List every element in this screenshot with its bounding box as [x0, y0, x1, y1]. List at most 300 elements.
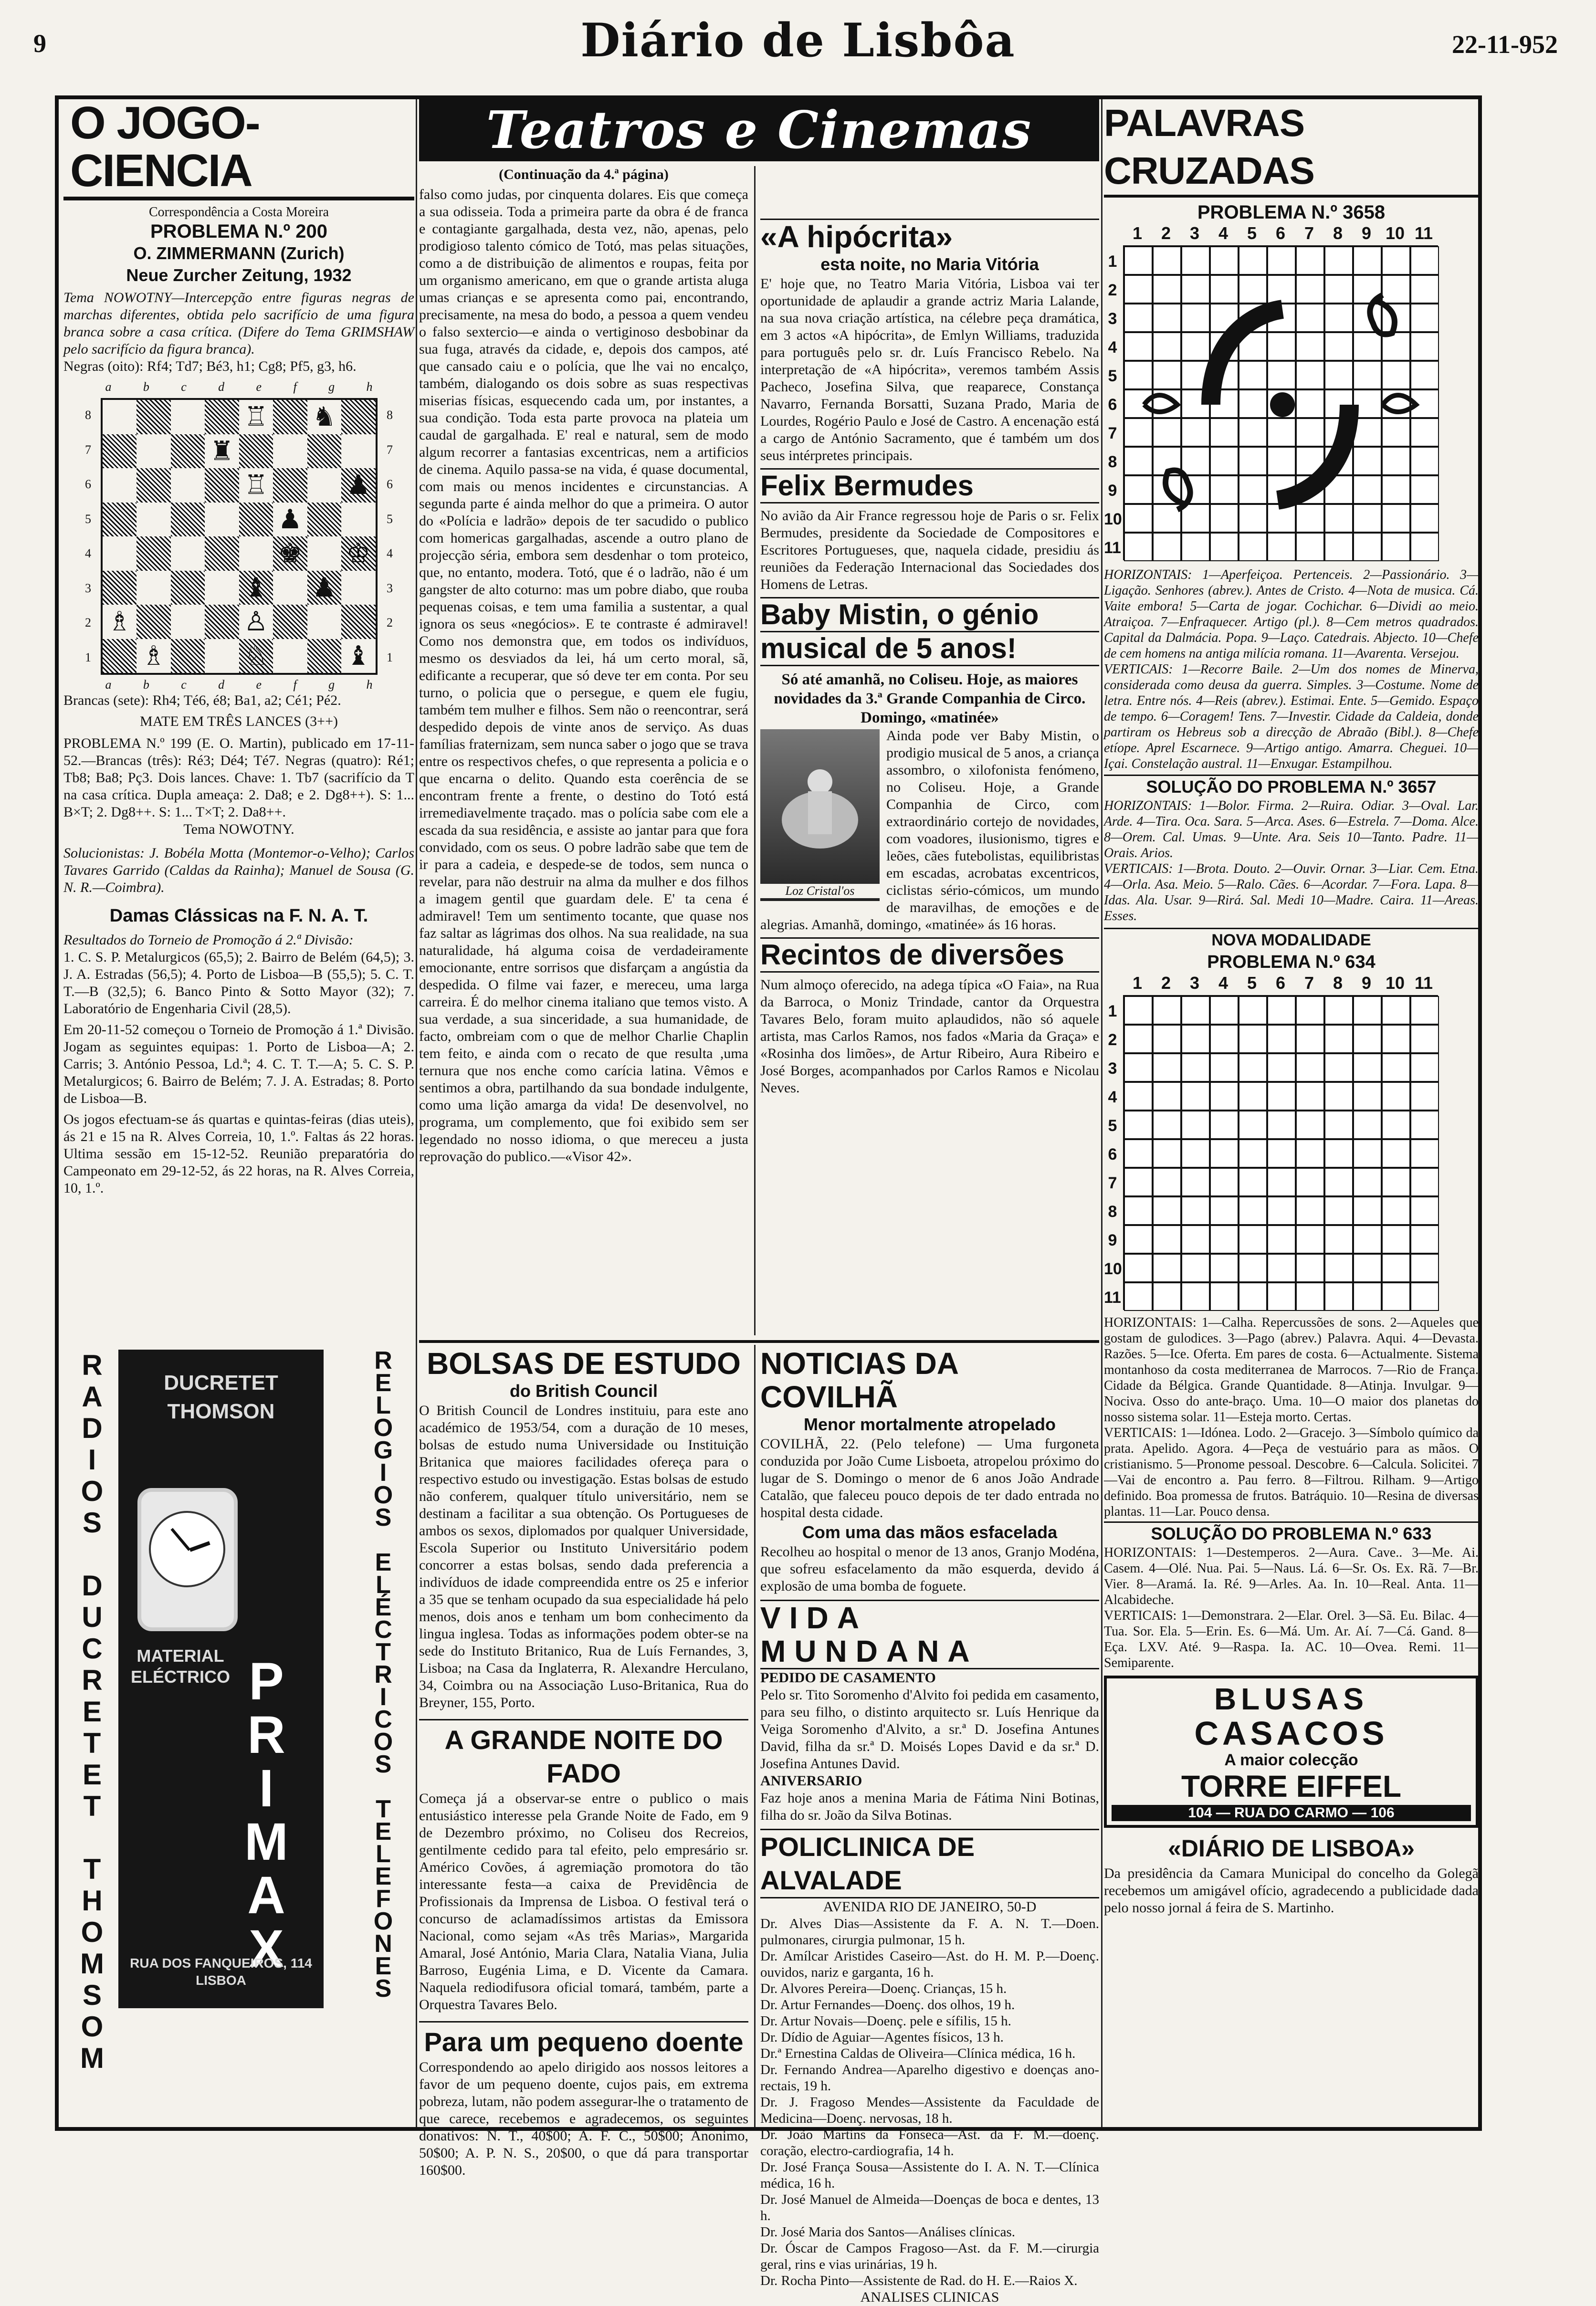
advert-letter: T	[83, 1853, 101, 1885]
board-square	[103, 536, 137, 571]
crossword-cell	[1210, 996, 1239, 1025]
crossword-cell	[1324, 1111, 1353, 1139]
advert-letter: L	[376, 1571, 391, 1599]
board-square	[273, 639, 307, 673]
crossword-cell	[1124, 1196, 1153, 1225]
chess-previous-theme: Tema NOWOTNY.	[183, 821, 294, 837]
covilha-subhead-2: Com uma das mãos esfacelada	[802, 1522, 1058, 1542]
crossword-cell	[1296, 1139, 1324, 1168]
chess-white-pieces: Brancas (sete): Rh4; Té6, é8; Ba1, a2; Cé1; Pé2.	[63, 692, 341, 708]
advert-letter: M	[80, 1948, 104, 1980]
board-square	[205, 639, 239, 673]
grid-column-number: 1	[1132, 973, 1143, 993]
advert-letter: O	[81, 2011, 104, 2043]
board-square	[307, 503, 342, 537]
lower-right	[760, 1346, 1099, 2305]
crossword-cell	[1239, 1111, 1267, 1139]
advert-brand: DUCRETET THOMSON	[164, 1371, 278, 1423]
board-ranks-right	[383, 398, 397, 675]
board-square	[205, 536, 239, 571]
damas-intro: Resultados do Torneio de Promoção á 2.ª Divisão:	[63, 932, 354, 948]
crossword-horizontal-clues: HORIZONTAIS: 1—Aperfeiçoa. Pertenceis. 2—Passionário. 3—Ligação. Senhores (abrev.). Antes de Cristo. 4—Nota de musica. Cá. Vaite embora! 5—Carta de jogar. Cochichar. 6—Dividi ao meio. Atraiçoa. 7—Enfraquecer. Artigo (pl.). 8—Cem metros quadrados. Capital da Dalmácia. Popa. 9—Laço. Catedrais. Abjecto. 10—Chefe de cem homens na antiga milícia romana. 11—Avarenta. Versejou.	[1104, 567, 1479, 661]
chess-solvers: Solucionistas: J. Bobéla Motta (Montemor-o-Velho); Carlos Tavares Garrido (Caldas da Rainha); Manuel de Sousa (G. N. R.—Coimbra).	[63, 845, 414, 895]
crossword-decoration	[1125, 247, 1436, 558]
crossword-cell	[1239, 1254, 1267, 1282]
crossword-column	[1104, 99, 1479, 2127]
doctor-entry: Dr. José França Sousa—Assistente do I. A. N. T.—Clínica médica, 16 h.	[760, 2159, 1099, 2191]
board-square	[171, 468, 205, 503]
crossword-cell	[1382, 1282, 1410, 1311]
crossword-cell	[1353, 1082, 1382, 1111]
advert-letter: I	[379, 1683, 387, 1711]
crossword-cell	[1153, 1168, 1181, 1196]
advert-letter: I	[379, 1459, 387, 1487]
bolsas-subhead: do British Council	[510, 1381, 658, 1401]
file-label: c	[181, 678, 187, 692]
grid-column-number: 3	[1189, 973, 1200, 993]
clock-hand	[170, 1528, 190, 1551]
chess-piece-icon: ♚	[278, 538, 302, 569]
grid-column-number: 7	[1304, 223, 1314, 243]
damas-round: Em 20-11-52 começou o Torneio de Promoção á 1.ª Divisão. Jogam as seguintes equipas: 1. Porto de Lisboa—A; 2. Carris; 3. António Pessoa, Ld.ª; 4. C. T. T.—A; 5. C. S. P. Metalurgicos; 6. Bairro de Belém; 7. J. A. Estradas; 8. Porto de Lisboa—B.	[63, 1022, 414, 1106]
grid-row-number: 6	[1108, 1145, 1117, 1163]
chess-correspondence: Correspondência a Costa Moreira	[148, 205, 329, 220]
advert-primax-letter: X	[249, 1919, 284, 1978]
crossword-cell	[1124, 1139, 1153, 1168]
crossword-cell	[1153, 1254, 1181, 1282]
crossword-cell	[1153, 1282, 1181, 1311]
crossword2-column-numbers	[1123, 973, 1479, 993]
board-square	[171, 434, 205, 469]
crossword-cell	[1239, 1025, 1267, 1053]
board-square	[341, 605, 376, 639]
advert-letter: I	[88, 1444, 96, 1476]
crossword-cell	[1324, 1254, 1353, 1282]
file-label: g	[328, 678, 335, 692]
crossword-vertical-clues: VERTICAIS: 1—Recorre Baile. 2—Um dos nomes de Minerva, considerada como deusa da guerra. Simples. 3—Costume. Nome de letra. Entre nós. 4—Reis (abrev.). Estimai. Ente. 5—Gemido. Espaço de tempo. 6—Coragem! Tens. 7—Investir. Cidade da Caldeia, donde partiram os Hebreus sob a direcção de Abraão (Bibl.). 8—Chefe etíope. Aprel Escarnece. 9—Artigo antigo. Amarra. Cheguei. 10—Içai. Constelação austral. 11—Enxugar. Estampilhou.	[1104, 662, 1479, 771]
file-label: a	[105, 678, 112, 692]
grid-row-number: 9	[1108, 482, 1117, 500]
board-square	[136, 468, 171, 503]
crossword-solution-horizontal: HORIZONTAIS: 1—Bolor. Firma. 2—Ruira. Odiar. 3—Oval. Lar. Arde. 4—Tira. Oca. Sara. 5—Arca. Ases. 6—Estrela. 7—Doma. Alce. 8—Orem. Cal. Umas. 9—Unte. Ara. Seis 10—Tanto. Padre. 11—Orais. Arios.	[1104, 798, 1479, 860]
advert-letter: L	[376, 1392, 391, 1419]
hipocrita-article: E' hoje que, no Teatro Maria Vitória, Lisboa vai ter oportunidade de aplaudir a grande actriz Maria Lalande, na sua nova criação artística, na célebre peça dramática, em 3 actos «A hipócrita», de Emlyn Williams, traduzida para português pelo sr. dr. Luís Francisco Rebelo. Na interpretação de «A hipócrita», veremos também Assis Pacheco, Josefina Silva, que reaparece, Constança Navarro, Fernanda Borsatti, Suzana Prado, Maria de Lourdes, Rogério Paulo e José de Castro. A encenação está a cargo de António Sacramento, que é também um dos seus intérpretes principais.	[760, 276, 1099, 463]
chess-piece-icon: ♖	[244, 470, 268, 501]
chess-diagram	[82, 398, 397, 675]
grid-column-number: 6	[1275, 973, 1286, 993]
chess-piece-icon: ♘	[244, 640, 268, 671]
advert-letter: U	[82, 1601, 103, 1633]
crossword-cell	[1267, 996, 1296, 1025]
advert-letter: O	[373, 1908, 393, 1935]
covilha-article-1: COVILHÃ, 22. (Pelo telefone) — Uma furgoneta conduzida por João Cume Lisboeta, atropelou próximo do lugar de S. Domingo o menor de 6 anos João Andrade Catalão, que faleceu pouco depois de ter dado entrada no hospital desta cidade.	[760, 1436, 1099, 1520]
crossword-cell	[1324, 1168, 1353, 1196]
crossword-cell	[1124, 1053, 1153, 1082]
advert-blusas: BLUSAS	[1214, 1682, 1369, 1716]
crossword-cell	[1181, 996, 1210, 1025]
chess-piece-icon: ♞	[312, 401, 336, 432]
nova-modalidade-title: NOVA MODALIDADE	[1104, 928, 1479, 951]
crossword-cell	[1410, 1282, 1439, 1311]
mistin-headline-1: Baby Mistin, o génio	[760, 597, 1099, 632]
crossword-cell	[1153, 1025, 1181, 1053]
advert-letter: D	[82, 1570, 103, 1602]
advert-torre-eiffel: TORRE EIFFEL	[1181, 1769, 1402, 1803]
crossword-cell	[1239, 1053, 1267, 1082]
chess-previous-solution: PROBLEMA N.º 199 (E. O. Martin), publicado em 17-11-52.—Brancas (três): Ré3; Dé4; Té7. Negras (quatro): Ré1; Tb8; Ba8; Pç3. Dois lances. Chave: 1. Tb7 (sacrifício da T na casa crítica. Dupla ameaça: 2. Da8; e 2. Dg8++). S: 1... B×T; 2. Dg8++. S: 1... T×T; 2. Da8++.	[63, 735, 414, 820]
issue-date: 22-11-952	[1452, 30, 1558, 59]
board-square	[239, 503, 273, 537]
doctor-entry: Dr. João Martins da Fonseca—Ast. da F. M.—doenç. coração, electro-cardiografia, 14 h.	[760, 2127, 1099, 2159]
advert-letter: E	[375, 1549, 392, 1576]
crossword-solution-vertical: VERTICAIS: 1—Brota. Douto. 2—Ouvir. Ornar. 3—Liar. Cem. Etna. 4—Orla. Asa. Meio. 5—Ralo. Cães. 6—Acordar. 7—Fora. Lapa. 8—Idas. Ala. Usar. 9—Rirá. Sal. Medi 10—Madre. Caira. 11—Areas. Esses.	[1104, 861, 1479, 923]
doctor-entry: Dr. J. Fragoso Mendes—Assistente da Faculdade de Medicina—Doenç. nervosas, 18 h.	[760, 2095, 1099, 2126]
doctor-entry: Dr. Amílcar Aristides Caseiro—Ast. do H. M. P.—Doenç. ouvidos, nariz e garganta, 16 h.	[760, 1949, 1099, 1980]
grid-row-number: 6	[1108, 396, 1117, 414]
mistin-headline-2: musical de 5 anos!	[760, 632, 1099, 666]
advert-letter: C	[374, 1616, 392, 1644]
doctor-entry: Dr. Artur Fernandes—Doenç. dos olhos, 19 h.	[760, 1997, 1015, 2013]
crossword-cell	[1239, 1225, 1267, 1254]
crossword-cell	[1239, 1082, 1267, 1111]
advert-letter: R	[82, 1349, 103, 1381]
grid-column-number: 5	[1247, 973, 1257, 993]
vida-article-1: Pelo sr. Tito Soromenho d'Alvito foi pedida em casamento, para seu filho, o distinto arquitecto sr. Luís Henrique da Veiga Soromenho d'Alvito, a sr.ª D. Josefina Antunes David, filha da sr.ª D. Moisés Lopes David e da sr.ª D. Josefina Antunes David.	[760, 1687, 1099, 1771]
rank-label: 3	[85, 581, 91, 595]
crossword-cell	[1239, 1282, 1267, 1311]
advert-letter: E	[375, 1818, 392, 1845]
vida-subhead-1: PEDIDO DE CASAMENTO	[760, 1670, 936, 1686]
nova-problem-number: PROBLEMA N.º 634	[1207, 952, 1376, 972]
advert-letter: F	[376, 1885, 391, 1913]
board-square	[239, 536, 273, 571]
crossword-cell	[1353, 996, 1382, 1025]
doctor-entry: Dr. José Manuel de Almeida—Doenças de boca e dentes, 13 h.	[760, 2192, 1099, 2223]
crossword2-grid	[1123, 995, 1438, 1310]
crossword-cell	[1181, 1025, 1210, 1053]
crossword-cell	[1181, 1082, 1210, 1111]
advert-letter: C	[82, 1633, 103, 1665]
file-label: e	[256, 678, 262, 692]
crossword-cell	[1353, 1025, 1382, 1053]
board-square	[307, 434, 342, 469]
advert-colleccao: A maior colecção	[1224, 1751, 1358, 1769]
file-label: e	[256, 380, 262, 394]
board-square	[136, 434, 171, 469]
board-square	[171, 536, 205, 571]
vida-article-2: Faz hoje anos a menina Maria de Fátima Nini Botinas, filha do sr. João da Silva Botinas.	[760, 1790, 1099, 1823]
crossword-cell	[1382, 1139, 1410, 1168]
board-square	[205, 468, 239, 503]
crossword-cell	[1296, 1282, 1324, 1311]
crossword-solution-title: SOLUÇÃO DO PROBLEMA N.º 3657	[1104, 775, 1479, 798]
advert-material: MATERIAL ELÉCTRICO	[130, 1646, 230, 1687]
grid-row-number: 4	[1108, 1088, 1117, 1106]
crossword-cell	[1382, 1196, 1410, 1225]
file-label: f	[293, 678, 297, 692]
column-rule	[416, 99, 417, 2127]
advert-letter: L	[376, 1840, 391, 1868]
crossword-cell	[1181, 1111, 1210, 1139]
grid-row-number: 11	[1104, 1289, 1121, 1307]
grid-column-number: 8	[1333, 223, 1343, 243]
newspaper-title: Diário de Lisbôa	[580, 13, 1016, 67]
crossword-cell	[1210, 1225, 1239, 1254]
board-square	[136, 536, 171, 571]
vida-headline: VIDA MUNDANA	[760, 1600, 1099, 1669]
crossword-cell	[1353, 1225, 1382, 1254]
grid-row-number: 3	[1108, 310, 1117, 328]
crossword-cell	[1410, 1025, 1439, 1053]
rank-label: 2	[85, 616, 91, 630]
board-square	[103, 400, 137, 434]
grid-row-number: 11	[1104, 539, 1121, 557]
advert-letter	[364, 1776, 402, 1798]
advert-letter: R	[374, 1661, 392, 1688]
doctor-entry: Dr.ª Ernestina Caldas de Oliveira—Clínica médica, 16 h.	[760, 2046, 1076, 2061]
rank-label: 6	[387, 477, 393, 492]
chess-piece-icon: ♟	[278, 503, 302, 535]
advert-left-letters	[73, 1349, 111, 2074]
solution-633-title: SOLUÇÃO DO PROBLEMA N.º 633	[1104, 1521, 1479, 1545]
advert-primax-letter: P	[249, 1652, 284, 1711]
page-frame	[55, 95, 1482, 2305]
rank-label: 8	[387, 408, 393, 422]
chess-title: O JOGO-CIENCIA	[63, 99, 414, 200]
crossword-cell	[1239, 1168, 1267, 1196]
board-square	[171, 639, 205, 673]
board-square	[341, 503, 376, 537]
crossword-cell	[1124, 1225, 1153, 1254]
grid-column-number: 9	[1361, 223, 1372, 243]
grid-column-number: 2	[1161, 223, 1171, 243]
crossword-cell	[1153, 1111, 1181, 1139]
advert-letter: T	[83, 1790, 101, 1822]
crossword-cell	[1181, 1139, 1210, 1168]
masthead	[0, 0, 1596, 91]
felix-article: No avião da Air France regressou hoje de Paris o sr. Felix Bermudes, presidente da Sociedade de Compositores e Escritores Portugueses, que, naquela cidade, presidiu ás reuniões da Federação Internacional das Sociedades dos Homens de Letras.	[760, 508, 1099, 592]
subcolumn-rule	[754, 1345, 756, 2127]
fado-article: Começa já a observar-se entre o publico o mais entusiástico interesse pela Grande Noite de Fado, em 9 de Dezembro próximo, no Coliseu dos Recreios, gentilmente cedido para tal efeito, pelo empresário sr. Américo Covões, á agremiação promotora do tão interessante festa—a caixa de Previdência de Profissionais da Imprensa de Lisboa. O festival terá o concurso de aclamadíssimos artistas da Emissora Nacional, como sejam «As três Marias», Margarida Amaral, José António, Maria Clara, Natalia Viana, Julia Barroso, Eugénia Lima, e D. Vicente da Camara. Naquela rediodifusora oficial tomará, também, parte a Orquestra Tavares Belo.	[419, 1791, 748, 2013]
board-square	[307, 468, 342, 503]
board-square	[136, 571, 171, 605]
chess-piece-icon: ♗	[107, 606, 132, 637]
grid-row-number: 7	[1108, 424, 1117, 442]
crossword-cell	[1353, 1139, 1382, 1168]
crossword-cell	[1382, 1254, 1410, 1282]
policlinica-address: AVENIDA RIO DE JANEIRO, 50-D	[823, 1899, 1037, 1915]
subcolumn-rule	[754, 166, 756, 1335]
advert-primax-letter: M	[244, 1813, 288, 1871]
advert-letter: R	[82, 1664, 103, 1696]
chess-piece-icon: ♝	[346, 640, 370, 671]
rank-label: 5	[387, 512, 393, 526]
board-square	[273, 605, 307, 639]
mistin-subhead: Só até amanhã, no Coliseu. Hoje, as maiores novidades da 3.ª Grande Companhia de Circo. Domingo, «matinée»	[774, 671, 1086, 726]
crossword2-row-numbers	[1104, 997, 1121, 1312]
damas-schedule: Os jogos efectuam-se ás quartas e quintas-feiras (dias uteis), ás 21 e 15 na R. Alves Correia, 10, 1.º. Faltas ás 22 horas. Ultima sessão em 15-12-52. Reunião preparatória do Campeonato em 29-12-52, ás 22 horas, na R. Alves Correia, 10, 1.º.	[63, 1111, 414, 1196]
lower-left	[419, 1346, 748, 2178]
grid-row-number: 1	[1108, 1002, 1117, 1020]
crossword-cell	[1296, 996, 1324, 1025]
rank-label: 4	[85, 546, 91, 561]
crossword-cell	[1210, 1139, 1239, 1168]
crossword-cell	[1181, 1196, 1210, 1225]
crossword-cell	[1267, 1254, 1296, 1282]
crossword-cell	[1239, 996, 1267, 1025]
doctor-entry: Dr. Dídio de Aguiar—Agentes físicos, 13 h.	[760, 2030, 1004, 2045]
advert-letter: S	[82, 1507, 102, 1539]
advert-letter	[73, 1539, 111, 1570]
crossword-cell	[1267, 1196, 1296, 1225]
crossword-cell	[1181, 1168, 1210, 1196]
rank-label: 8	[85, 408, 91, 422]
grid-column-number: 11	[1414, 223, 1433, 243]
doctor-entry: Dr. Rocha Pinto—Assistente de Rad. do H. E.—Raios X.	[760, 2273, 1078, 2288]
rank-label: 5	[85, 512, 91, 526]
crossword-cell	[1410, 1254, 1439, 1282]
board-square	[103, 571, 137, 605]
chess-piece-icon: ♖	[244, 401, 268, 432]
board-square	[273, 571, 307, 605]
chess-piece-icon: ♟	[346, 470, 370, 501]
advert-letter: O	[81, 1916, 104, 1948]
grid-column-number: 10	[1385, 973, 1405, 993]
covilha-subhead-1: Menor mortalmente atropelado	[803, 1415, 1056, 1434]
crossword-cell	[1353, 1111, 1382, 1139]
bolsas-article: O British Council de Londres instituiu, para este ano académico de 1953/54, com a duração de 10 meses, bolsas de estudo numa Universidade ou Instituição Britanica que maiores facilidades ofereça para o respectivo estudo ou investigação. Estas bolsas de estudo não conferem, qualquer título universitário, nem se destinam a facilitar a sua obtenção. Os Portugueses de ambos os sexos, diplomados por qualquer Universidade, Escola Superior ou Instituto Universitário podem concorrer a estas bolsas, sendo dada preferencia a indivíduos de idade compreendida entre os 25 e inferior a 35 que se tenham ocupado da sua especialidade há pelo menos, dois anos e tenham um bom conhecimento da lingua inglesa. Todas as informações podem obter-se na sede do Instituto Britanico, Rua de Luís Fernandes, 3, Lisboa; na Casa da Inglaterra, R. Alexandre Herculano, 34, Coimbra ou na Associação Luso-Britanica, Rua do Breyner, 155, Porto.	[419, 1403, 748, 1710]
file-label: d	[218, 380, 225, 394]
policlinica-footer: ANALISES CLINICAS	[860, 2289, 999, 2305]
photo-caption: Loz Cristal'os	[760, 884, 880, 898]
crossword-cell	[1296, 1196, 1324, 1225]
totó-film-review: falso como judas, por cinquenta dolares. Eis que começa a sua odisseia. Toda a primeira parte da obra é de franca e contagiante gargalhada, desta vez, não, apenas, pelo prodigioso talento cómico de Totó, mas pelas situações, como a de distribuição de alimentos e roupas, feita por um organismo americano, em que o grande artista aluga umas crianças e se apresenta como pai, encontrando, precisamente, na mesa do bodo, a pessoa a quem vendeu o falso sextercio—e ainda o vertiginoso desbobinar da sua fuga, através da cidade, e, depois dos campos, até que cansado caiu e o polícia, que lhe vai no encalço, também, dialogando os dois sobre as suas respectivas miserias físicas, esquecendo cada um, por instantes, a sua condição. Toda esta parte provoca na plateia um caudal de gargalhada. E' real e natural, sem de modo algum recorrer a fantasias excentricas, nem a artificios de cinema. Aquilo passa-se na vida, é quase documental, com mais ou menos incidentes e circunstancias. A segunda parte é ainda melhor do que a primeira. O autor do «Polícia e ladrão» depois de ter sacudido o publico com homericas gargalhadas, ascende a outro plano de projecção séria, embora sem desdenhar o tom proteico, que, no entanto, modera. Totó, que é o ladrão, não é um gangster de alto coturno: mas um pobre diabo, que rouba pequenas coisas, e tem uma familia a sustentar, a qual ignora os seus «negócios». E te contraste é admiravel! Como nos demonstra que, em todos os indivíduos, mesmo os desviados da lei, há um certo moral, sã, edificante a recuperar, que só deve ter em conta. Por seu turno, o policia que o persegue, e quem ele fugiu, também tem mulher e filhos. Sem não o reencontrar, será despedido depois de vinte anos de serviço. As duas famílias fraternizam, sem nunca saber o jogo que se trava entre os respectivos chefes, o que representa a policia e o que encarna o delito. Quando esta coerência de se encontram frente a frente, o destino do Totó está irremediavelmente traçado. mas o polícia sabe com ele a escada da sua residência, e assiste ao jantar para que fora convidado, com os seus. O pobre ladrão sabe que tem de ir para a cadeia, e despede-se de todos, sem nunca o revelar, para não destruir na alma da mulher e dos filhos a imagem gentil que guardam dele. E' ta cena é admiravel! Tem um sentimento tocante, que quase nos faz saltar as lágrimas dos olhos. Na sua realidade, na sua naturalidade, há alguma coisa de verdadeiramente emocionante, entre sorrisos que disfarçam a angústia da despedida. O filme vai fazer, e mereceu, uma larga carreira. É do melhor cinema italiano que temos visto. A sua verdade, a sua sinceridade, a sua humanidade, de facto, ombreiam com o que de melhor Charlie Chaplin tem feito, e ainda com o recato de que resulta ,uma ternura que nos enche como carícia latina. Vêmos e sentimos a obra, partilhando da sua bondade indulgente, como uma lição amarga da vida! De desenvolvel, no programa, um complemento, que foi exibido sem ser legendado no nosso idioma, o que mereceu a justa reprovação do publico.—«Visor 42».	[419, 187, 748, 1164]
board-square	[103, 468, 137, 503]
board-files-top	[105, 380, 373, 394]
doente-headline: Para um pequeno doente	[419, 2021, 748, 2059]
section-rule	[419, 1340, 1099, 1343]
chess-piece-icon: ♙	[244, 606, 268, 637]
hipocrita-headline: «A hipócrita»	[760, 219, 1099, 253]
damas-title: Damas Clássicas na F. N. A. T.	[109, 906, 368, 926]
crossword-cell	[1239, 1196, 1267, 1225]
grid-column-number: 4	[1218, 223, 1228, 243]
chess-piece-icon: ♔	[346, 538, 370, 569]
board-square	[273, 400, 307, 434]
crossword-cell	[1296, 1025, 1324, 1053]
crossword-cell	[1267, 1225, 1296, 1254]
advert-primax-letter: R	[247, 1706, 285, 1764]
advert-letter: R	[374, 1347, 392, 1374]
crossword-cell	[1210, 1111, 1239, 1139]
teatros-banner: Teatros e Cinemas	[419, 99, 1099, 161]
board-square	[307, 605, 342, 639]
chess-theme: Tema NOWOTNY—Intercepção entre figuras negras de marchas diferentes, obtida pelo sacrifício de uma figura branca sobre a casa crítica. (Difere do Tema GRIMSHAW pelo sacrifício da figura branca).	[63, 290, 414, 357]
crossword-cell	[1239, 1139, 1267, 1168]
grid-column-number: 1	[1132, 223, 1143, 243]
crossword-cell	[1124, 1254, 1153, 1282]
grid-column-number: 3	[1189, 223, 1200, 243]
crossword-cell	[1267, 1025, 1296, 1053]
crossword-cell	[1124, 1282, 1153, 1311]
board-square	[341, 434, 376, 469]
crossword-cell	[1153, 996, 1181, 1025]
crossword-cell	[1124, 996, 1153, 1025]
rank-label: 1	[387, 650, 393, 664]
advert-letter: D	[82, 1412, 103, 1444]
crossword-row-numbers	[1104, 247, 1121, 562]
crossword-cell	[1153, 1225, 1181, 1254]
advert-letter: O	[373, 1414, 393, 1442]
radios-ducretet-advert	[73, 1347, 412, 2074]
advert-primax	[238, 1652, 295, 1978]
crossword-cell	[1267, 1111, 1296, 1139]
advert-letter: N	[374, 1930, 392, 1958]
grid-column-number: 5	[1247, 223, 1257, 243]
rank-label: 7	[387, 442, 393, 457]
crossword-cell	[1410, 1225, 1439, 1254]
crossword-cell	[1181, 1053, 1210, 1082]
grid-column-number: 8	[1333, 973, 1343, 993]
crossword-cell	[1382, 996, 1410, 1025]
grid-row-number: 4	[1108, 338, 1117, 356]
board-square	[171, 571, 205, 605]
crossword-cell	[1210, 1282, 1239, 1311]
crossword-cell	[1382, 1225, 1410, 1254]
crossword-cell	[1324, 1025, 1353, 1053]
board-square	[171, 503, 205, 537]
grid-row-number: 1	[1108, 252, 1117, 271]
chess-piece-icon: ♗	[141, 640, 166, 671]
board-square	[307, 639, 342, 673]
nova-horizontal-clues: HORIZONTAIS: 1—Calha. Repercussões de sons. 2—Aqueles que gostam de gulodices. 3—Pago (abrev.) Palavra. Aqui. 4—Devasta. Razões. 5—Ice. Oferta. Em pares de costa. 6—Actualmente. Sistema montanhoso da costa mediterranea de Marrocos. 7—Rio de França. Cidade da Bélgica. Grande Quantidade. 8—Atinja. Invulgar. 9—Nociva. Osso do ante-braço. Uma. 10—O maior dos planetas do nosso sistema solar. 11—Esteja morto. Certas.	[1104, 1315, 1479, 1425]
doctor-entry: Dr. José Maria dos Santos—Análises clínicas.	[760, 2224, 1016, 2240]
doctor-entry: Dr. Artur Novais—Doenç. pele e sífilis, 15 h.	[760, 2013, 1011, 2029]
board-square	[341, 400, 376, 434]
grid-column-number: 11	[1414, 973, 1433, 993]
chessboard	[101, 398, 378, 675]
crossword-cell	[1267, 1082, 1296, 1111]
crossword-cell	[1153, 1196, 1181, 1225]
solution-633-vertical: VERTICAIS: 1—Demonstrara. 2—Elar. Orel. 3—Sã. Eu. Bilac. 4—Tua. Sor. Ela. 5—Erin. Es. 6—Má. Um. Ar. Aí. 7—Cá. Gand. 8—Eça. LXV. Até. 9—Raspa. Ia. AC. 10—Ovea. Remi. 11—Semiparente.	[1104, 1608, 1479, 1670]
board-ranks-left	[82, 398, 95, 675]
covilha-article-2: Recolheu ao hospital o menor de 13 anos, Granjo Modéna, que sofreu esfacelamento da mão esquerda, devido á explosão de uma bomba de foguete.	[760, 1544, 1099, 1594]
rank-label: 7	[85, 442, 91, 457]
crossword-cell	[1210, 1082, 1239, 1111]
crossword-cell	[1353, 1254, 1382, 1282]
crossword-cell	[1210, 1168, 1239, 1196]
board-square	[136, 503, 171, 537]
page-number: 9	[33, 29, 46, 58]
crossword-cell	[1410, 1111, 1439, 1139]
advert-casacos: CASACOS	[1194, 1715, 1388, 1752]
crossword-cell	[1181, 1225, 1210, 1254]
bolsas-headline: BOLSAS DE ESTUDO	[427, 1346, 741, 1381]
grid-row-number: 8	[1108, 453, 1117, 471]
doente-article: Correspondendo ao apelo dirigido aos nossos leitores a favor de um pequeno doente, cujos pais, em extrema pobreza, lutam, não podem assegurar-lhe o tratamento de que carece, recebemos e agradecemos, os seguintes donativos: N. T., 40$00; A. F. C., 50$00; Anonimo, 50$00; A. P. N. S., 20$00, o que dá para transportar 160$00.	[419, 2059, 748, 2178]
doctor-entry: Dr. Alvores Pereira—Doenç. Crianças, 15 h.	[760, 1981, 1007, 1996]
advert-primax-letter: I	[259, 1759, 274, 1818]
doctor-entry: Dr. Alves Dias—Assistente da F. A. N. T.—Doen. pulmonares, cirurgia pulmonar, 15 h.	[760, 1916, 1099, 1948]
chess-mate-in-three: MATE EM TRÊS LANCES (3++)	[140, 713, 338, 729]
chess-author: O. ZIMMERMANN (Zurich)	[133, 243, 345, 263]
crossword-cell	[1410, 1082, 1439, 1111]
advert-letter: C	[374, 1706, 392, 1733]
chess-piece-icon: ♝	[244, 572, 268, 603]
crossword-cell	[1124, 1025, 1153, 1053]
crossword-grid	[1123, 245, 1438, 560]
crossword-cell	[1210, 1025, 1239, 1053]
